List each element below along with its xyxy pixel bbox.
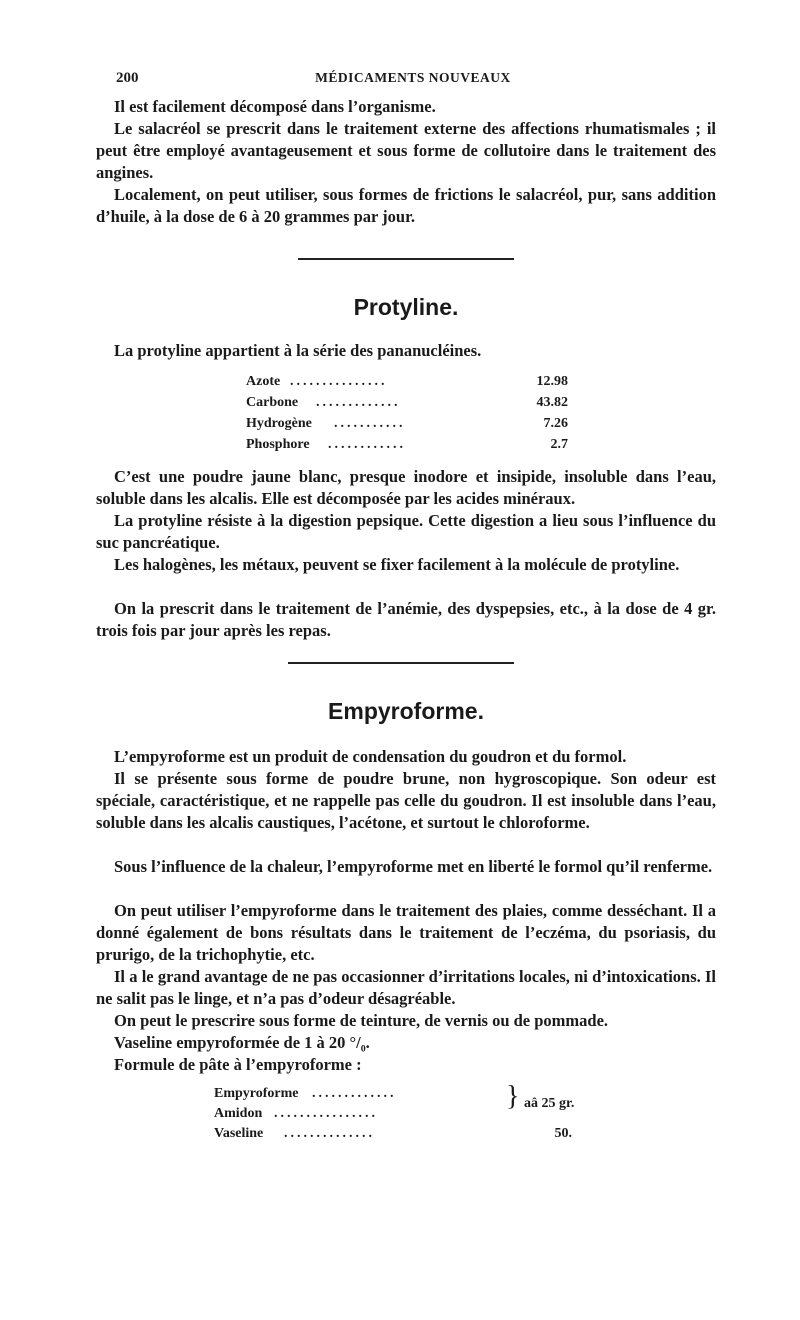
ingredient-name: Empyroforme	[214, 1086, 299, 1101]
paragraph: La protyline résiste à la digestion pepsique. Cette digestion a lieu sous l’influence du suc pancréatique.	[96, 511, 716, 552]
formula-table	[214, 1081, 614, 1152]
paragraph: L’empyroforme est un produit de condensation du goudron et du formol.	[114, 747, 627, 766]
grouped-quantity: aâ 25 gr.	[524, 1096, 575, 1111]
composition-row	[246, 416, 576, 436]
section-title-protyline: Protyline.	[353, 294, 459, 320]
element-name: Hydrogène	[246, 416, 312, 431]
paragraph: Localement, on peut utiliser, sous formes de frictions le salacréol, pur, sans addition d’huile, à la dose de 6 à 20 grammes par jour.	[96, 185, 716, 226]
leader-dots: ...........	[334, 416, 406, 431]
formula-row	[214, 1126, 614, 1146]
section-divider	[288, 662, 514, 664]
paragraph: Il a le grand avantage de ne pas occasionner d’irritations locales, ni d’intoxications. Il ne salit pas le linge, et n’a pas d’odeur désagréable.	[96, 967, 716, 1008]
composition-row	[246, 437, 576, 457]
page-number: 200	[116, 70, 139, 86]
paragraph: C’est une poudre jaune blanc, presque inodore et insipide, insoluble dans l’eau, soluble dans les alcalis. Elle est décomposée par les acides minéraux.	[96, 467, 716, 508]
paragraph: Vaseline empyroformée de 1 à 20 °/₀.	[114, 1033, 370, 1052]
section-divider	[298, 258, 514, 260]
paragraph: Le salacréol se prescrit dans le traitement externe des affections rhumatismales ; il peut être employé avantageusement et sous forme de collutoire dans le traitement des angines.	[96, 119, 716, 182]
paragraph: On la prescrit dans le traitement de l’anémie, des dyspepsies, etc., à la dose de 4 gr. trois fois par jour après les repas.	[96, 599, 716, 640]
composition-row	[246, 374, 576, 394]
element-value: 43.82	[536, 395, 568, 410]
running-title: MÉDICAMENTS NOUVEAUX	[315, 70, 511, 85]
paragraph: Les halogènes, les métaux, peuvent se fixer facilement à la molécule de protyline.	[114, 555, 680, 574]
composition-row	[246, 395, 576, 415]
paragraph: La protyline appartient à la série des pananucléines.	[114, 341, 482, 360]
element-value: 7.26	[543, 416, 568, 431]
grouping-brace: }	[506, 1081, 520, 1112]
element-value: 12.98	[536, 374, 568, 389]
leader-dots: ..............	[284, 1126, 375, 1141]
section-title-empyroforme: Empyroforme.	[328, 698, 484, 724]
leader-dots: ................	[274, 1106, 378, 1121]
paragraph: Sous l’influence de la chaleur, l’empyroforme met en liberté le formol qu’il renferme.	[114, 857, 713, 876]
element-name: Phosphore	[246, 437, 310, 452]
paragraph: Il se présente sous forme de poudre brune, non hygroscopique. Son odeur est spéciale, caractéristique, et ne rappelle pas celle du goudron. Il est insoluble dans l’eau, soluble dans les alcalis caustiques, l’acétone, et surtout le chloroforme.	[96, 769, 716, 832]
paragraph: On peut utiliser l’empyroforme dans le traitement des plaies, comme desséchant. Il a donné également de bons résultats dans le traitement de l’eczéma, du psoriasis, du prurigo, de la trichophytie, etc.	[96, 901, 716, 964]
paragraph: On peut le prescrire sous forme de teinture, de vernis ou de pommade.	[114, 1011, 609, 1030]
element-name: Azote	[246, 374, 281, 389]
page-header	[116, 70, 710, 92]
element-name: Carbone	[246, 395, 299, 410]
ingredient-name: Amidon	[214, 1106, 263, 1121]
leader-dots: ............	[328, 437, 406, 452]
element-value: 2.7	[550, 437, 568, 452]
leader-dots: .............	[312, 1086, 397, 1101]
paragraph: Il est facilement décomposé dans l’organisme.	[114, 97, 436, 116]
leader-dots: ...............	[290, 374, 388, 389]
composition-table	[246, 374, 576, 458]
ingredient-name: Vaseline	[214, 1126, 264, 1141]
ingredient-quantity: 50.	[554, 1126, 572, 1141]
leader-dots: .............	[316, 395, 401, 410]
paragraph: Formule de pâte à l’empyroforme :	[114, 1055, 362, 1074]
